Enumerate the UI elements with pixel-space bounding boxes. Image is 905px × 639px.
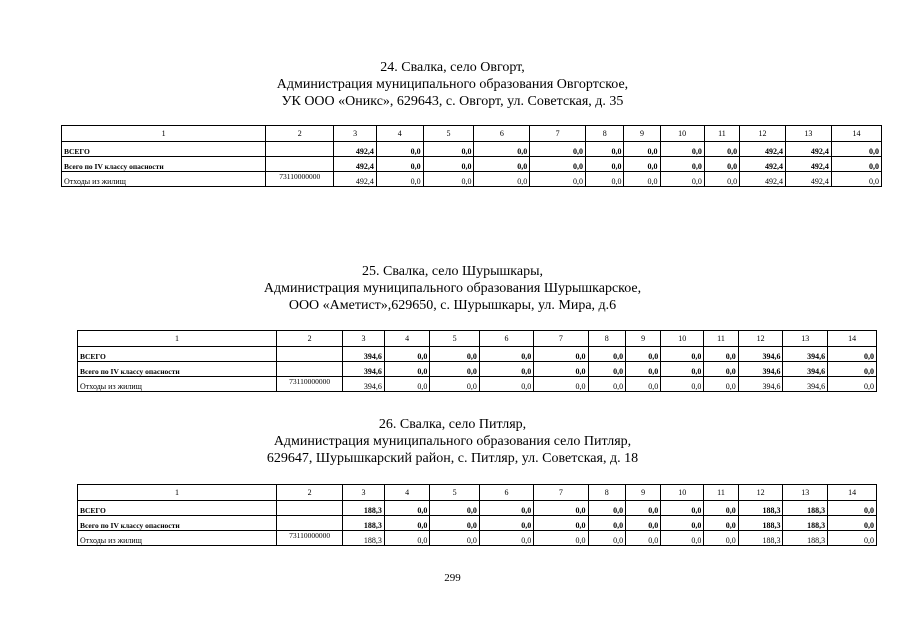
table-row bbox=[78, 347, 877, 362]
value-cell: 0,0 bbox=[828, 377, 877, 392]
column-header: 12 bbox=[738, 331, 783, 347]
column-header: 2 bbox=[276, 485, 342, 501]
value-cell: 0,0 bbox=[479, 347, 533, 362]
value-cell: 0,0 bbox=[479, 531, 533, 546]
column-header: 5 bbox=[423, 126, 474, 142]
value-cell: 0,0 bbox=[430, 516, 480, 531]
column-header: 8 bbox=[588, 331, 626, 347]
value-cell: 0,0 bbox=[624, 142, 660, 157]
value-cell: 0,0 bbox=[661, 516, 704, 531]
value-cell: 0,0 bbox=[624, 157, 660, 172]
column-header: 1 bbox=[78, 331, 277, 347]
value-cell: 188,3 bbox=[738, 501, 783, 516]
value-cell: 0,0 bbox=[588, 531, 626, 546]
column-header: 1 bbox=[78, 485, 277, 501]
value-cell: 0,0 bbox=[423, 172, 474, 187]
value-cell: 0,0 bbox=[661, 501, 704, 516]
value-cell: 492,4 bbox=[334, 142, 377, 157]
table-row bbox=[62, 142, 882, 157]
row-name-cell: Отходы из жилищ bbox=[78, 377, 277, 392]
value-cell: 0,0 bbox=[530, 172, 586, 187]
column-header: 9 bbox=[624, 126, 660, 142]
value-cell: 0,0 bbox=[474, 172, 530, 187]
waste-code-cell bbox=[276, 362, 342, 377]
value-cell: 0,0 bbox=[384, 501, 430, 516]
row-name-cell: Всего по IV классу опасности bbox=[78, 362, 277, 377]
column-header: 11 bbox=[704, 331, 738, 347]
section-24-table bbox=[61, 125, 882, 187]
table-header-row bbox=[78, 485, 877, 501]
row-name-cell: Всего по IV классу опасности bbox=[78, 516, 277, 531]
column-header: 10 bbox=[661, 331, 704, 347]
value-cell: 0,0 bbox=[660, 142, 704, 157]
value-cell: 0,0 bbox=[530, 157, 586, 172]
value-cell: 0,0 bbox=[585, 142, 624, 157]
column-header: 13 bbox=[783, 485, 828, 501]
column-header: 14 bbox=[831, 126, 881, 142]
section-24-heading bbox=[0, 59, 905, 110]
section-title-line: 24. Свалка, село Овгорт, bbox=[380, 60, 525, 75]
value-cell: 0,0 bbox=[474, 157, 530, 172]
value-cell: 0,0 bbox=[704, 362, 738, 377]
row-name-cell: ВСЕГО bbox=[62, 142, 266, 157]
value-cell: 0,0 bbox=[704, 501, 738, 516]
value-cell: 0,0 bbox=[479, 362, 533, 377]
column-header: 2 bbox=[266, 126, 334, 142]
value-cell: 0,0 bbox=[534, 347, 588, 362]
value-cell: 0,0 bbox=[384, 377, 430, 392]
value-cell: 0,0 bbox=[376, 157, 423, 172]
value-cell: 0,0 bbox=[384, 516, 430, 531]
value-cell: 188,3 bbox=[783, 501, 828, 516]
value-cell: 492,4 bbox=[785, 172, 831, 187]
value-cell: 0,0 bbox=[626, 501, 661, 516]
waste-code-cell bbox=[276, 516, 342, 531]
section-title-line: УК ООО «Оникс», 629643, с. Овгорт, ул. Советская, д. 35 bbox=[281, 94, 624, 109]
row-name-cell: ВСЕГО bbox=[78, 347, 277, 362]
value-cell: 0,0 bbox=[828, 362, 877, 377]
section-title-line: ООО «Аметист»,629650, с. Шурышкары, ул. Мира, д.6 bbox=[288, 298, 617, 313]
table-row bbox=[78, 531, 877, 546]
column-header: 8 bbox=[588, 485, 626, 501]
value-cell: 492,4 bbox=[334, 172, 377, 187]
value-cell: 0,0 bbox=[423, 142, 474, 157]
value-cell: 0,0 bbox=[828, 347, 877, 362]
row-name-cell: Всего по IV классу опасности bbox=[62, 157, 266, 172]
value-cell: 492,4 bbox=[334, 157, 377, 172]
value-cell: 492,4 bbox=[785, 142, 831, 157]
waste-code-cell bbox=[276, 501, 342, 516]
column-header: 3 bbox=[343, 485, 385, 501]
section-title-line: 26. Свалка, село Питляр, bbox=[378, 417, 527, 432]
column-header: 2 bbox=[276, 331, 342, 347]
value-cell: 0,0 bbox=[626, 516, 661, 531]
row-name-cell: Отходы из жилищ bbox=[62, 172, 266, 187]
column-header: 3 bbox=[343, 331, 385, 347]
value-cell: 0,0 bbox=[588, 501, 626, 516]
waste-code-cell: 73110000000 bbox=[266, 172, 334, 187]
value-cell: 0,0 bbox=[626, 377, 661, 392]
value-cell: 394,6 bbox=[343, 377, 385, 392]
column-header: 11 bbox=[704, 126, 739, 142]
column-header: 13 bbox=[783, 331, 828, 347]
section-title-line: 629647, Шурышкарский район, с. Питляр, ул. Советская, д. 18 bbox=[266, 451, 639, 466]
waste-code-cell bbox=[276, 347, 342, 362]
value-cell: 492,4 bbox=[740, 172, 786, 187]
waste-code-cell bbox=[266, 157, 334, 172]
value-cell: 0,0 bbox=[430, 347, 480, 362]
column-header: 8 bbox=[585, 126, 624, 142]
value-cell: 0,0 bbox=[430, 377, 480, 392]
value-cell: 0,0 bbox=[704, 516, 738, 531]
value-cell: 394,6 bbox=[783, 347, 828, 362]
value-cell: 0,0 bbox=[660, 157, 704, 172]
value-cell: 0,0 bbox=[530, 142, 586, 157]
value-cell: 0,0 bbox=[376, 172, 423, 187]
column-header: 12 bbox=[738, 485, 783, 501]
value-cell: 0,0 bbox=[704, 347, 738, 362]
waste-code-cell: 73110000000 bbox=[276, 531, 342, 546]
value-cell: 0,0 bbox=[626, 531, 661, 546]
value-cell: 0,0 bbox=[626, 362, 661, 377]
table-header-row bbox=[62, 126, 882, 142]
column-header: 6 bbox=[474, 126, 530, 142]
value-cell: 0,0 bbox=[661, 377, 704, 392]
value-cell: 0,0 bbox=[588, 362, 626, 377]
waste-code-cell: 73110000000 bbox=[276, 377, 342, 392]
value-cell: 0,0 bbox=[704, 172, 739, 187]
value-cell: 0,0 bbox=[661, 362, 704, 377]
column-header: 12 bbox=[740, 126, 786, 142]
column-header: 1 bbox=[62, 126, 266, 142]
value-cell: 188,3 bbox=[783, 516, 828, 531]
column-header: 4 bbox=[384, 485, 430, 501]
table-row bbox=[78, 377, 877, 392]
value-cell: 394,6 bbox=[783, 362, 828, 377]
value-cell: 0,0 bbox=[660, 172, 704, 187]
value-cell: 0,0 bbox=[828, 501, 877, 516]
value-cell: 0,0 bbox=[704, 531, 738, 546]
column-header: 10 bbox=[660, 126, 704, 142]
waste-code-cell bbox=[266, 142, 334, 157]
page-number: 299 bbox=[444, 572, 461, 584]
value-cell: 0,0 bbox=[661, 347, 704, 362]
column-header: 10 bbox=[661, 485, 704, 501]
value-cell: 188,3 bbox=[343, 516, 385, 531]
value-cell: 0,0 bbox=[831, 157, 881, 172]
value-cell: 0,0 bbox=[828, 516, 877, 531]
value-cell: 0,0 bbox=[624, 172, 660, 187]
table-row bbox=[62, 157, 882, 172]
table-row bbox=[78, 362, 877, 377]
value-cell: 0,0 bbox=[479, 501, 533, 516]
column-header: 7 bbox=[534, 485, 588, 501]
column-header: 4 bbox=[384, 331, 430, 347]
value-cell: 188,3 bbox=[343, 531, 385, 546]
column-header: 6 bbox=[479, 331, 533, 347]
value-cell: 0,0 bbox=[831, 172, 881, 187]
value-cell: 188,3 bbox=[783, 531, 828, 546]
section-title-line: Администрация муниципального образования село Питляр, bbox=[273, 434, 632, 449]
value-cell: 0,0 bbox=[588, 347, 626, 362]
section-25-heading bbox=[0, 263, 905, 314]
value-cell: 0,0 bbox=[704, 157, 739, 172]
section-25-table bbox=[77, 330, 877, 392]
value-cell: 0,0 bbox=[474, 142, 530, 157]
value-cell: 492,4 bbox=[740, 157, 786, 172]
column-header: 14 bbox=[828, 485, 877, 501]
value-cell: 0,0 bbox=[585, 172, 624, 187]
value-cell: 0,0 bbox=[588, 516, 626, 531]
value-cell: 0,0 bbox=[534, 531, 588, 546]
column-header: 7 bbox=[534, 331, 588, 347]
section-26-heading bbox=[0, 416, 905, 467]
value-cell: 0,0 bbox=[534, 516, 588, 531]
section-26-table bbox=[77, 484, 877, 546]
row-name-cell: Отходы из жилищ bbox=[78, 531, 277, 546]
column-header: 9 bbox=[626, 331, 661, 347]
column-header: 5 bbox=[430, 331, 480, 347]
value-cell: 0,0 bbox=[626, 347, 661, 362]
value-cell: 394,6 bbox=[738, 377, 783, 392]
column-header: 9 bbox=[626, 485, 661, 501]
table-header-row bbox=[78, 331, 877, 347]
column-header: 3 bbox=[334, 126, 377, 142]
value-cell: 0,0 bbox=[588, 377, 626, 392]
value-cell: 0,0 bbox=[831, 142, 881, 157]
value-cell: 188,3 bbox=[738, 516, 783, 531]
table-row bbox=[78, 501, 877, 516]
column-header: 13 bbox=[785, 126, 831, 142]
row-name-cell: ВСЕГО bbox=[78, 501, 277, 516]
value-cell: 0,0 bbox=[585, 157, 624, 172]
value-cell: 0,0 bbox=[534, 362, 588, 377]
value-cell: 0,0 bbox=[704, 377, 738, 392]
value-cell: 188,3 bbox=[343, 501, 385, 516]
value-cell: 394,6 bbox=[343, 362, 385, 377]
section-title-line: Администрация муниципального образования Овгортское, bbox=[276, 77, 629, 92]
value-cell: 0,0 bbox=[384, 347, 430, 362]
value-cell: 0,0 bbox=[661, 531, 704, 546]
value-cell: 0,0 bbox=[430, 531, 480, 546]
table-row bbox=[78, 516, 877, 531]
value-cell: 0,0 bbox=[423, 157, 474, 172]
column-header: 5 bbox=[430, 485, 480, 501]
column-header: 4 bbox=[376, 126, 423, 142]
section-title-line: Администрация муниципального образования Шурышкарское, bbox=[263, 281, 642, 296]
value-cell: 0,0 bbox=[479, 516, 533, 531]
value-cell: 394,6 bbox=[738, 347, 783, 362]
value-cell: 0,0 bbox=[479, 377, 533, 392]
value-cell: 0,0 bbox=[430, 501, 480, 516]
column-header: 7 bbox=[530, 126, 586, 142]
value-cell: 394,6 bbox=[783, 377, 828, 392]
value-cell: 492,4 bbox=[785, 157, 831, 172]
section-title-line: 25. Свалка, село Шурышкары, bbox=[362, 264, 543, 279]
column-header: 11 bbox=[704, 485, 738, 501]
value-cell: 0,0 bbox=[828, 531, 877, 546]
column-header: 14 bbox=[828, 331, 877, 347]
value-cell: 0,0 bbox=[376, 142, 423, 157]
column-header: 6 bbox=[479, 485, 533, 501]
value-cell: 394,6 bbox=[343, 347, 385, 362]
value-cell: 188,3 bbox=[738, 531, 783, 546]
value-cell: 0,0 bbox=[534, 377, 588, 392]
value-cell: 0,0 bbox=[384, 362, 430, 377]
value-cell: 394,6 bbox=[738, 362, 783, 377]
table-row bbox=[62, 172, 882, 187]
value-cell: 492,4 bbox=[740, 142, 786, 157]
value-cell: 0,0 bbox=[704, 142, 739, 157]
value-cell: 0,0 bbox=[384, 531, 430, 546]
value-cell: 0,0 bbox=[430, 362, 480, 377]
value-cell: 0,0 bbox=[534, 501, 588, 516]
